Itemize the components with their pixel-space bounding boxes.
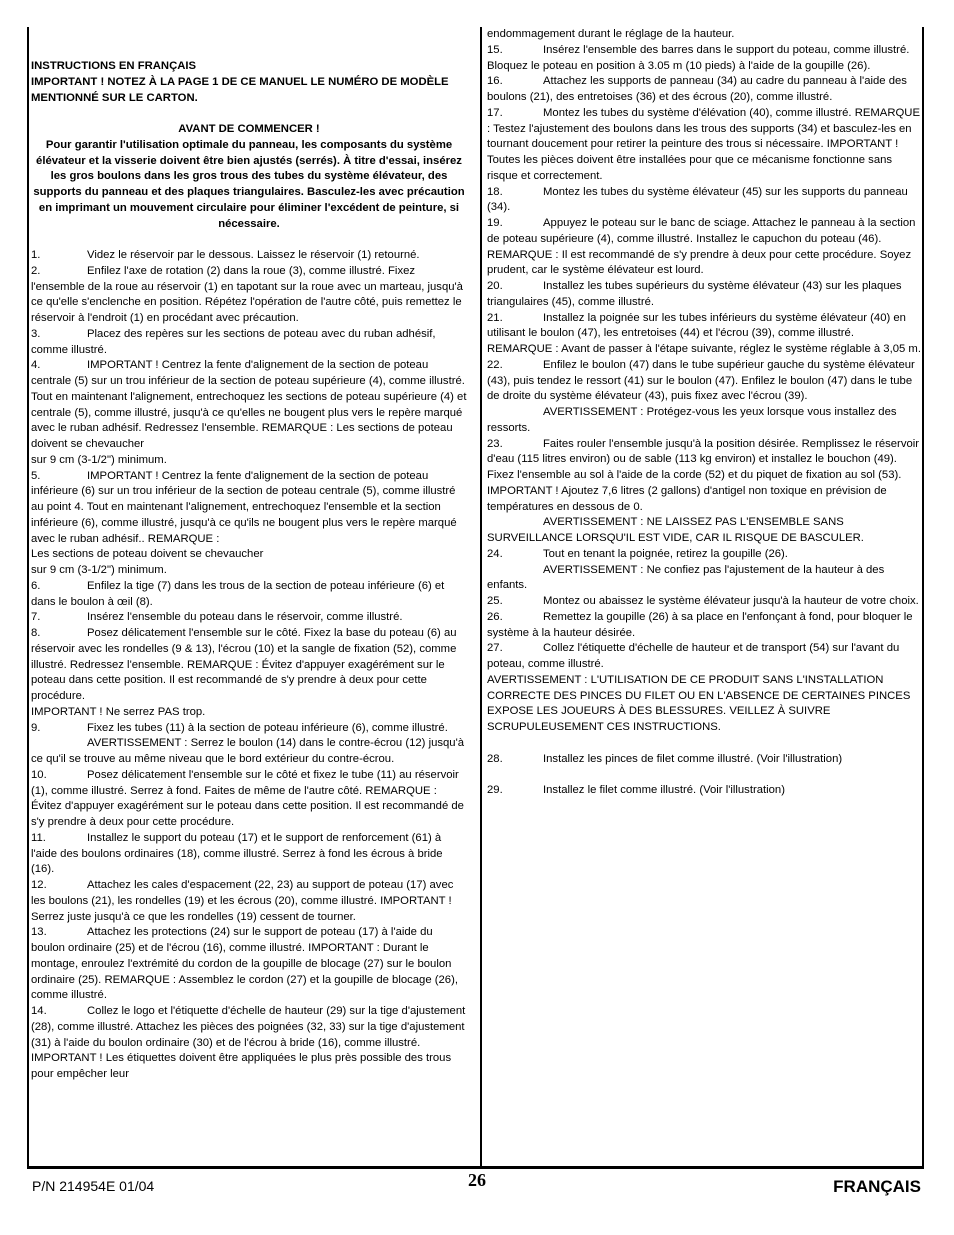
step-item xyxy=(31,1004,467,1083)
before-start-text: Pour garantir l'utilisation optimale du panneau, les composants du système élévateur et la visserie doivent être bien ajustés (serrés). À titre d'essai, insérez les gros boulons dans les gros trous des tubes du système élévateur, des supports du panneau et des plaques triangulaires. Basculez-les avec précaution en imprimant un mouvement circulaire pour éliminer l'excédent de peinture, si nécessaire. xyxy=(33,138,465,230)
step-item xyxy=(487,43,922,75)
step-number: 8. xyxy=(31,627,41,639)
step-text: Remettez la goupille (26) à sa place en l'enfonçant à fond, pour bloquer le système à la hauteur désirée. xyxy=(487,610,913,639)
before-start-title: AVANT DE COMMENCER ! xyxy=(178,123,320,135)
left-steps-list xyxy=(31,248,467,1083)
step-text: Montez ou abaissez le système élévateur jusqu'à la hauteur de votre choix. xyxy=(543,595,919,607)
step-text: Enfilez la tige (7) dans les trous de la section de poteau inférieure (6) et dans le boulon à œil (8). xyxy=(31,579,445,608)
step-number: 16. xyxy=(487,75,503,88)
step-warning xyxy=(487,563,922,595)
right-column xyxy=(487,27,922,799)
step-number: 25. xyxy=(487,595,503,607)
step-text: Attachez les protections (24) sur le support de poteau (17) à l'aide du boulon ordinaire (25) et de l'écrou (16), comme illustré. IMPORTANT : Durant le montage, enroulez l'extrémité du cordon de la goupille de blocage (27) sur le boulon ordinaire (25). REMARQUE : Assemblez le cordon (27) et la goupille de blocage (26), comme illustré. xyxy=(31,926,458,1002)
step-number: 9. xyxy=(31,721,41,734)
part-number: P/N 214954E 01/04 xyxy=(32,1178,155,1194)
step-number: 23. xyxy=(487,437,503,450)
step-item xyxy=(31,925,467,1004)
step-text: Tout en tenant la poignée, retirez la goupille (26). xyxy=(543,547,788,560)
continuation-text: endommagement durant le réglage de la hauteur. xyxy=(487,28,735,40)
step-text: Installez les tubes supérieurs du système élévateur (43) sur les plaques triangulaires (45), comme illustré. xyxy=(487,280,902,308)
step-text: Enfilez le boulon (47) dans le tube supérieur gauche du système élévateur (43), puis tendez le ressort (41) sur le boulon (47). Enfilez le boulon (47) dans le tube de droite du système élévateur (43), puis fixez avec l'écrou (39). xyxy=(487,358,915,403)
step-number: 28. xyxy=(487,752,503,765)
step-text: Fixez les tubes (11) à la section de poteau inférieure (6), comme illustré. xyxy=(87,721,448,734)
step-number: 20. xyxy=(487,280,503,292)
step-item xyxy=(31,831,467,878)
step-item xyxy=(31,610,467,626)
step-text: Montez les tubes du système élévateur (45) sur les supports du panneau (34). xyxy=(487,185,908,214)
step-item xyxy=(31,768,467,831)
step-number: 24. xyxy=(487,547,503,560)
step-number: 3. xyxy=(31,327,41,340)
step-item xyxy=(487,783,922,799)
step-item xyxy=(31,264,467,327)
step-text: Posez délicatement l'ensemble sur le côté. Fixez la base du poteau (6) au réservoir avec les rondelles (9 & 13), l'écrou (10) et la sangle de fixation (52), comme illustré. Redressez l'ensemble. REMARQUE : Évitez d'appuyer exagérément sur le poteau dans cette position. Il est recommandé de s'y prendre à deux pour cette procédure. xyxy=(31,627,457,702)
step-item xyxy=(31,579,467,611)
step-text: Placez des repères sur les sections de poteau avec du ruban adhésif, comme illustré. xyxy=(31,327,436,356)
step-number: 11. xyxy=(31,831,46,844)
step-number: 15. xyxy=(487,43,503,56)
step-item xyxy=(487,437,922,516)
important-model-note: IMPORTANT ! NOTEZ À LA PAGE 1 DE CE MANUEL LE NUMÉRO DE MODÈLE MENTIONNÉ SUR LE CARTON. xyxy=(31,75,449,104)
step-item xyxy=(31,626,467,705)
step-number: 7. xyxy=(31,611,41,624)
step-item xyxy=(487,311,922,358)
step-item xyxy=(31,248,467,264)
step-item xyxy=(31,878,467,925)
step-number: 14. xyxy=(31,1005,47,1017)
step-number: 10. xyxy=(31,768,47,781)
step-number: 18. xyxy=(487,185,503,198)
step-number: 19. xyxy=(487,217,503,229)
step-continuation: sur 9 cm (3-1/2") minimum. xyxy=(31,453,167,466)
step-text: Appuyez le poteau sur le banc de sciage. Attachez le panneau à la section de poteau supérieure (4), comme illustré. Installez le capuchon du poteau (46). REMARQUE : Il est recommandé de s'y prendre à deux pour cette procédure. Soyez prudent, car le système élévateur est lourd. xyxy=(487,217,916,277)
step-item xyxy=(31,358,467,453)
step-number: 26. xyxy=(487,610,503,623)
step-text: Installez le support du poteau (17) et le support de renforcement (61) à l'aide des boulons ordinaires (18), comme illustré. Serrez à fond les écrous à bride (16). xyxy=(31,831,443,876)
step-text: Insérez l'ensemble du poteau dans le réservoir, comme illustré. xyxy=(87,611,403,624)
right-steps-list xyxy=(487,43,922,673)
instructions-heading: INSTRUCTIONS EN FRANÇAIS xyxy=(31,60,197,72)
step-text: Insérez l'ensemble des barres dans le support du poteau, comme illustré. Bloquez le poteau en position à 3.05 m (10 pieds) à l'aide de la goupille (26). xyxy=(487,43,910,72)
step-warning xyxy=(487,515,922,547)
column-divider xyxy=(480,27,482,1169)
step-continuation: sur 9 cm (3-1/2") minimum. xyxy=(31,564,167,576)
language-label: FRANÇAIS xyxy=(833,1177,921,1196)
step-text: Collez le logo et l'étiquette d'échelle de hauteur (29) sur la tige d'ajustement (28), comme illustré. Attachez les pièces des poignées (32, 33) sur la tige d'ajustement (31) à l'aide du boulon ordinaire (30) et de l'écrou à bride (16), comme illustré. IMPORTANT ! Les étiquettes doivent être appliquées le plus près possible des trous pour empêcher leur xyxy=(31,1005,466,1080)
warning-text: AVERTISSEMENT : Ne confiez pas l'ajustement de la hauteur à des enfants. xyxy=(487,563,885,592)
step-text: Enfilez l'axe de rotation (2) dans la roue (3), comme illustré. Fixez l'ensemble de la roue au réservoir (1) en tapotant sur la roue avec un marteau, jusqu'à ce qu'elle s'enclenche en position. Répétez l'opération de l'autre côté, puis remettez le réservoir à l'endroit (1) en procédant avec précaution. xyxy=(31,264,463,324)
step-item xyxy=(487,547,922,563)
step-number: 27. xyxy=(487,642,503,655)
step-number: 1. xyxy=(31,249,41,261)
step-item xyxy=(487,641,922,673)
step-text: Collez l'étiquette d'échelle de hauteur et de transport (54) sur l'avant du poteau, comme illustré. xyxy=(487,642,900,670)
step-item xyxy=(487,358,922,405)
step-text: Attachez les cales d'espacement (22, 23) au support de poteau (17) avec les boulons (21), les rondelles (19) et les écrous (20), comme illustré. IMPORTANT ! Serrez juste jusqu'à ce que les rondelles (19) cessent de tourner. xyxy=(31,879,454,923)
step-warning xyxy=(31,736,467,768)
step-item xyxy=(487,594,922,610)
step-gap xyxy=(487,767,922,783)
step-number: 4. xyxy=(31,359,41,372)
step-number: 13. xyxy=(31,926,47,939)
step-number: 21. xyxy=(487,311,503,324)
step-number: 12. xyxy=(31,879,47,891)
step-text: Installez le filet comme illustré. (Voir l'illustration) xyxy=(543,784,785,796)
step-number: 29. xyxy=(487,784,503,796)
warning-text: AVERTISSEMENT : NE LAISSEZ PAS L'ENSEMBLE SANS SURVEILLANCE LORSQU'IL EST VIDE, CAR IL RISQUE DE BASCULER. xyxy=(487,516,864,544)
step-item xyxy=(487,106,922,185)
step-text: IMPORTANT ! Centrez la fente d'alignement de la section de poteau inférieure (6) sur un trou inférieur de la section de poteau centrale (5), comme illustré au point 4. Tout en maintenant l'alignement, entrechoquez l'ensemble et la section inférieure (6), comme illustré, jusqu'à ce qu'ils ne bougent plus vers le repère marqué avec le ruban adhésif.. REMARQUE : xyxy=(31,469,457,545)
step-item xyxy=(487,279,922,311)
step-text: IMPORTANT ! Centrez la fente d'alignement de la section de poteau centrale (5) sur un trou inférieur de la section de poteau supérieure (4), comme illustré. Tout en maintenant l'alignement, entrechoquez les sections de poteau supérieure (4) et centrale (5), comme illustré, jusqu'à ce qu'elles ne bougent plus vers le repère marqué avec le ruban adhésif. Redressez l'ensemble. REMARQUE : Les sections de poteau doivent se chevaucher xyxy=(31,359,467,450)
step-item xyxy=(487,752,922,768)
step-number: 5. xyxy=(31,469,41,482)
step-text: Videz le réservoir par le dessous. Laissez le réservoir (1) retourné. xyxy=(87,249,420,261)
page-number: 26 xyxy=(468,1170,486,1190)
warning-text: AVERTISSEMENT : Protégez-vous les yeux lorsque vous installez des ressorts. xyxy=(487,406,897,434)
step-item xyxy=(487,610,922,642)
left-column xyxy=(31,59,467,1083)
step-item xyxy=(487,74,922,106)
right-steps-list-2 xyxy=(487,752,922,799)
step-item xyxy=(487,185,922,217)
step-text: Installez la poignée sur les tubes inférieurs du système élévateur (40) en utilisant le boulon (47), les entretoises (44) et l'écrou (39), comme illustré. REMARQUE : Avant de passer à l'étape suivante, réglez le système réglable à 3,05 m. xyxy=(487,311,921,355)
step-item xyxy=(31,469,467,548)
step-text: Faites rouler l'ensemble jusqu'à la position désirée. Remplissez le réservoir d'eau (115 litres environ) ou de sable (113 kg environ) et installez le bouchon (49). Fixez l'ensemble au sol à l'aide de la corde (52) et du piquet de fixation au sol (53). IMPORTANT ! Ajoutez 7,6 litres (2 gallons) d'antigel non toxique en prévision de températures en dessous de 0. xyxy=(487,437,920,513)
step-text: Attachez les supports de panneau (34) au cadre du panneau à l'aide des boulons (21), des entretoises (36) et des écrous (20), comme illustré. xyxy=(487,75,907,103)
step-item xyxy=(31,721,467,737)
step-number: 6. xyxy=(31,579,41,592)
step-number: 2. xyxy=(31,264,41,277)
step-item xyxy=(487,216,922,279)
step-number: 17. xyxy=(487,106,503,119)
step-item xyxy=(31,327,467,359)
step-text: Montez les tubes du système d'élévation (40), comme illustré. REMARQUE : Testez l'ajustement des boulons dans les trous des supports (34) et basculez-les en tournant doucement pour retirer la peinture des trous si nécessaire. IMPORTANT ! Toutes les pièces doivent être installées pour que ce mécanisme fonctionne sans risque et correctement. xyxy=(487,106,920,182)
step-number: 22. xyxy=(487,358,503,371)
net-clip-warning: AVERTISSEMENT : L'UTILISATION DE CE PRODUIT SANS L'INSTALLATION CORRECTE DES PINCES DU FILET OU EN L'ABSENCE DE CERTAINES PINCES EXPOSE LES JOUEURS À DES BLESSURES. VEILLEZ À SUIVRE SCRUPULEUSEMENT CES INSTRUCTIONS. xyxy=(487,673,911,733)
step-warning xyxy=(487,405,922,437)
warning-text: AVERTISSEMENT : Serrez le boulon (14) dans le contre-écrou (12) jusqu'à ce qu'il se trouve au même niveau que le bord extérieur du contre-écrou. xyxy=(31,737,465,765)
step-continuation: IMPORTANT ! Ne serrez PAS trop. xyxy=(31,705,206,718)
step-text: Installez les pinces de filet comme illustré. (Voir l'illustration) xyxy=(543,752,843,765)
step-continuation: Les sections de poteau doivent se chevaucher xyxy=(31,548,264,561)
step-text: Posez délicatement l'ensemble sur le côté et fixez le tube (11) au réservoir (1), comme illustré. Serrez à fond. Faites de même de l'autre côté. REMARQUE : Évitez d'appuyer exagérément sur le poteau dans cette position. Il est recommandé de s'y prendre à deux pour cette procédure. xyxy=(31,768,464,828)
